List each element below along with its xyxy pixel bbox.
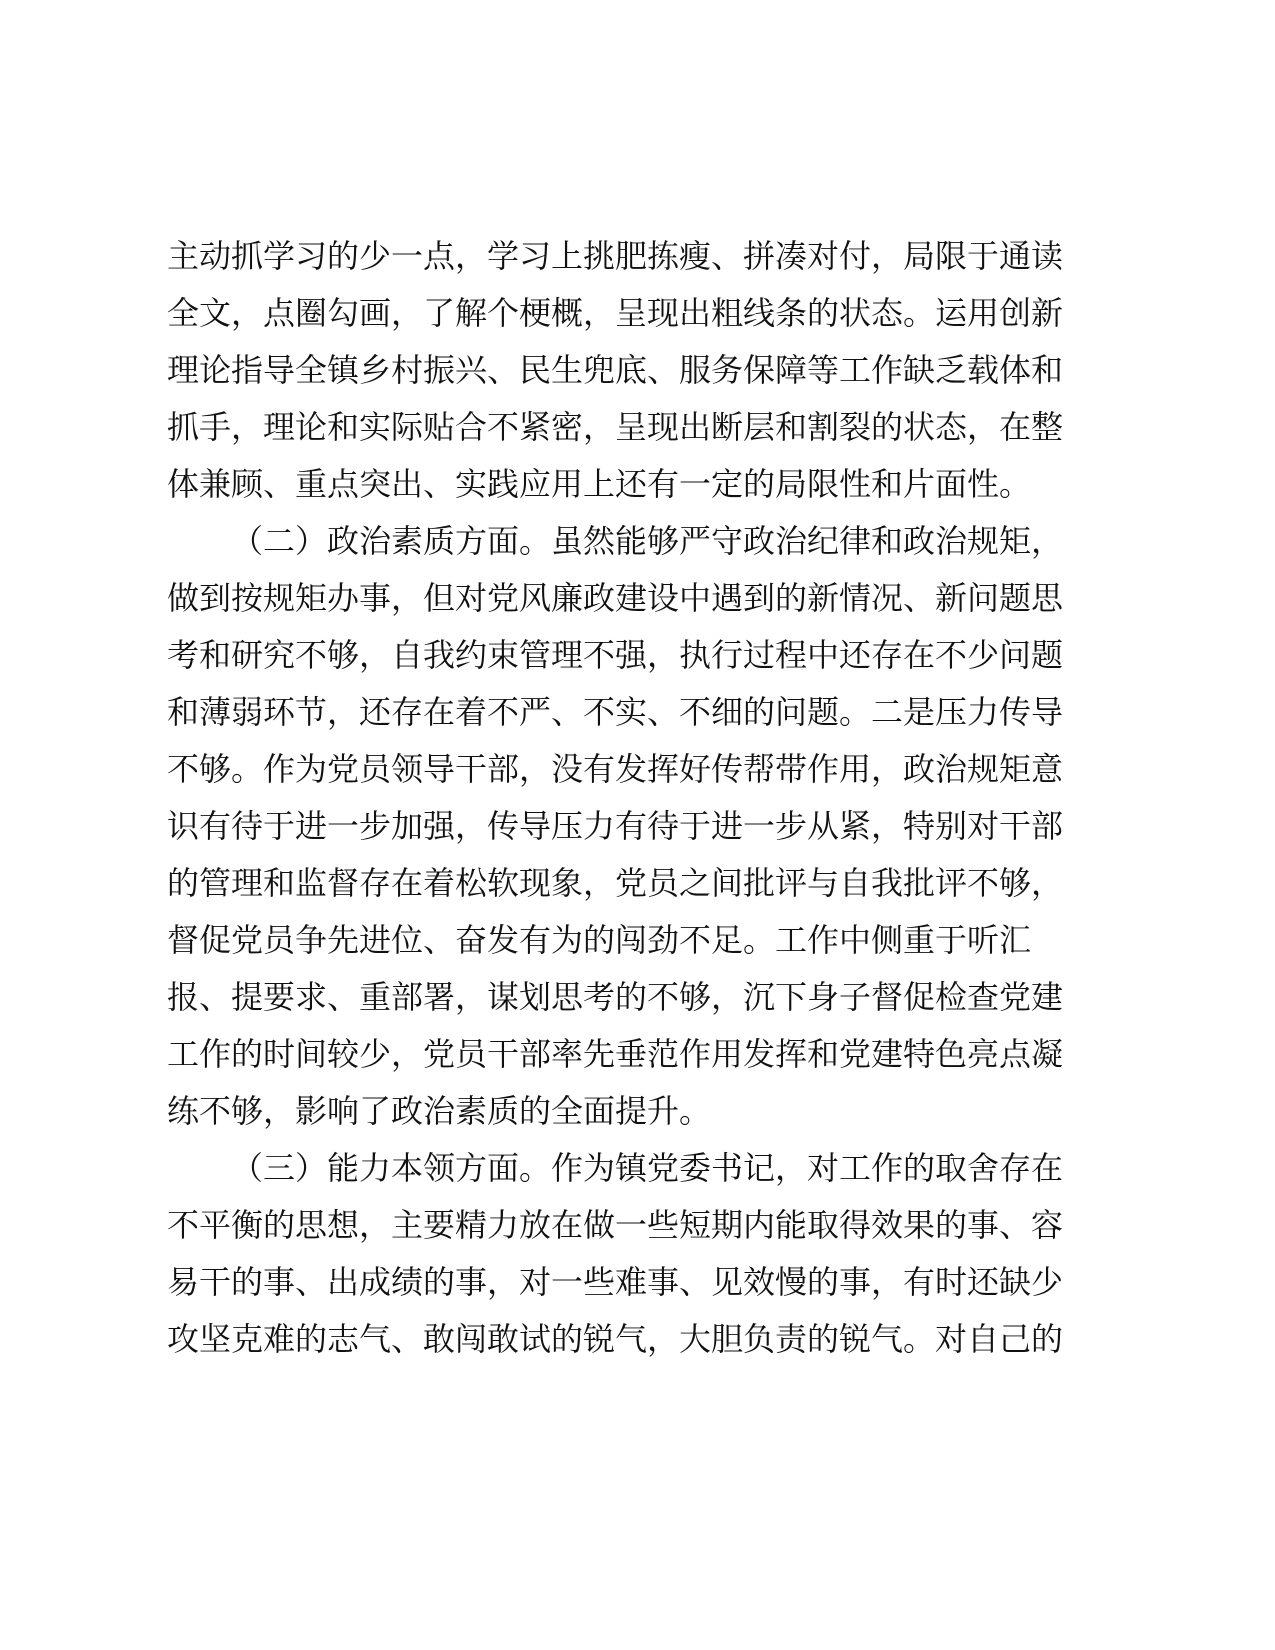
text-line: 攻坚克难的志气、敢闯敢试的锐气，大胆负责的锐气。对自己的 xyxy=(167,1320,1064,1358)
section-heading-line: （三）能力本领方面。作为镇党委书记，对工作的取舍存在 xyxy=(231,1149,1064,1187)
text-line: 做到按规矩办事，但对党风廉政建设中遇到的新情况、新问题思 xyxy=(167,579,1064,617)
text-line: 不够。作为党员领导干部，没有发挥好传帮带作用，政治规矩意 xyxy=(167,750,1064,788)
body-text xyxy=(167,228,1115,1368)
text-line: 和薄弱环节，还存在着不严、不实、不细的问题。二是压力传导 xyxy=(167,693,1064,731)
text-line: 体兼顾、重点突出、实践应用上还有一定的局限性和片面性。 xyxy=(167,465,1032,503)
text-line: 全文，点圈勾画，了解个梗概，呈现出粗线条的状态。运用创新 xyxy=(167,294,1064,332)
section-heading-line: （二）政治素质方面。虽然能够严守政治纪律和政治规矩， xyxy=(231,522,1064,560)
text-line: 抓手，理论和实际贴合不紧密，呈现出断层和割裂的状态，在整 xyxy=(167,408,1064,446)
text-line: 练不够，影响了政治素质的全面提升。 xyxy=(167,1092,712,1130)
text-line: 易干的事、出成绩的事，对一些难事、见效慢的事，有时还缺少 xyxy=(167,1263,1064,1301)
text-line: 报、提要求、重部署，谋划思考的不够，沉下身子督促检查党建 xyxy=(167,978,1064,1016)
text-line: 考和研究不够，自我约束管理不强，执行过程中还存在不少问题 xyxy=(167,636,1064,674)
text-line: 工作的时间较少，党员干部率先垂范作用发挥和党建特色亮点凝 xyxy=(167,1035,1064,1073)
text-line: 督促党员争先进位、奋发有为的闯劲不足。工作中侧重于听汇 xyxy=(167,921,1032,959)
text-line: 的管理和监督存在着松软现象，党员之间批评与自我批评不够， xyxy=(167,864,1064,902)
text-line: 识有待于进一步加强，传导压力有待于进一步从紧，特别对干部 xyxy=(167,807,1064,845)
text-line: 不平衡的思想，主要精力放在做一些短期内能取得效果的事、容 xyxy=(167,1206,1064,1244)
text-line: 理论指导全镇乡村振兴、民生兜底、服务保障等工作缺乏载体和 xyxy=(167,351,1064,389)
text-line: 主动抓学习的少一点，学习上挑肥拣瘦、拼凑对付，局限于通读 xyxy=(167,237,1064,275)
